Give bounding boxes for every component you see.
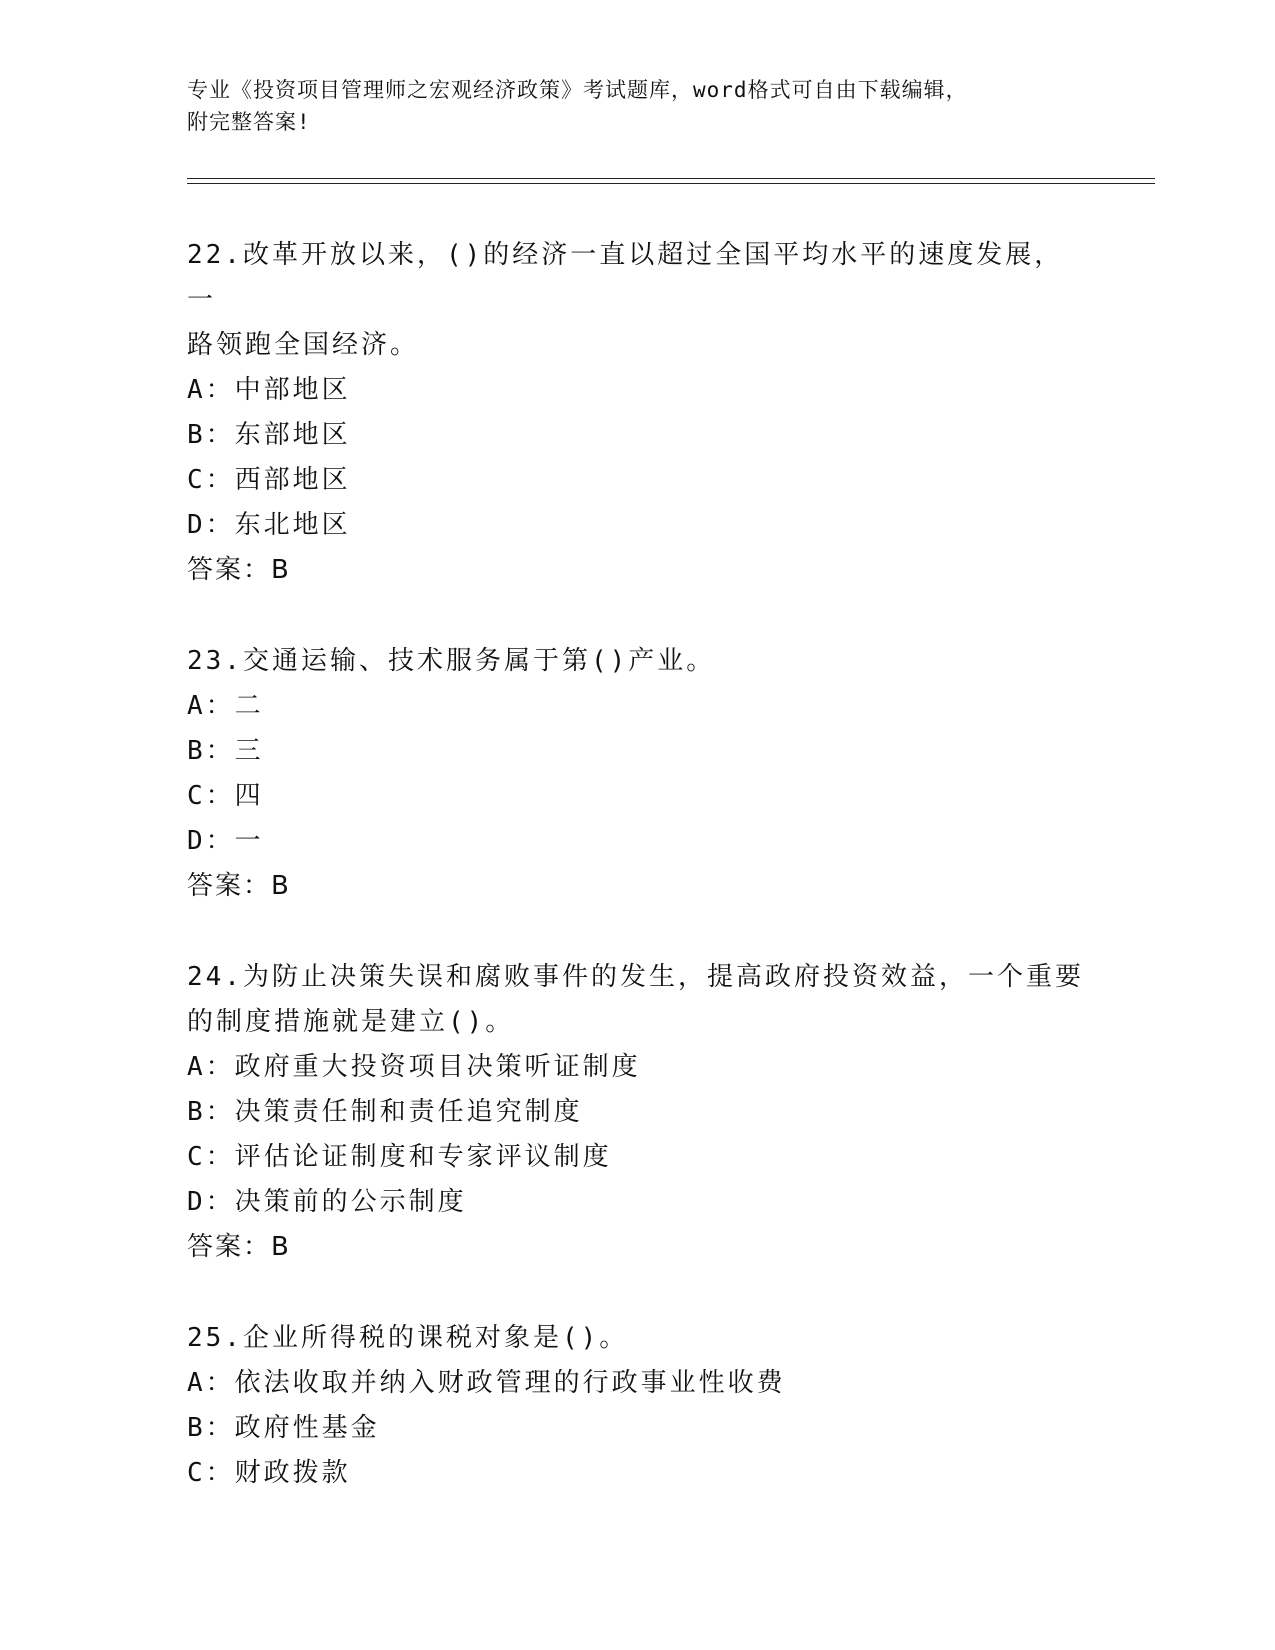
question-24 — [187, 955, 1087, 1270]
option-b: B：东部地区 — [187, 420, 351, 450]
question-stem — [187, 233, 1087, 368]
answer: 答案：B — [187, 555, 291, 585]
stem-line: 22.改革开放以来，()的经济一直以超过全国平均水平的速度发展，一 — [187, 240, 1064, 315]
header-line-1: 专业《投资项目管理师之宏观经济政策》考试题库，word格式可自由下载编辑， — [187, 78, 968, 102]
header-divider-bottom — [187, 183, 1155, 184]
question-stem — [187, 955, 1087, 1045]
question-25 — [187, 1316, 1087, 1496]
option-c: C：四 — [187, 781, 264, 811]
question-23 — [187, 639, 1087, 909]
option-c: C：西部地区 — [187, 465, 351, 495]
answer: 答案：B — [187, 1232, 291, 1262]
option-a: A：二 — [187, 691, 264, 721]
option-a: A：中部地区 — [187, 375, 351, 405]
document-header — [187, 74, 1067, 138]
option-c: C：评估论证制度和专家评议制度 — [187, 1142, 612, 1172]
header-line-2: 附完整答案! — [187, 110, 311, 134]
option-b: B：政府性基金 — [187, 1413, 380, 1443]
stem-line: 的制度措施就是建立()。 — [187, 1007, 515, 1037]
answer: 答案：B — [187, 871, 291, 901]
stem-line: 24.为防止决策失误和腐败事件的发生，提高政府投资效益，一个重要 — [187, 962, 1084, 992]
stem-line: 路领跑全国经济。 — [187, 330, 420, 360]
question-list — [187, 233, 1087, 1542]
option-c: C：财政拨款 — [187, 1458, 351, 1488]
question-22 — [187, 233, 1087, 593]
header-divider-top — [187, 178, 1155, 179]
question-stem: 23.交通运输、技术服务属于第()产业。 — [187, 646, 716, 676]
option-d: D：决策前的公示制度 — [187, 1187, 467, 1217]
option-d: D：东北地区 — [187, 510, 351, 540]
option-b: B：三 — [187, 736, 264, 766]
question-stem: 25.企业所得税的课税对象是()。 — [187, 1323, 629, 1353]
option-a: A：依法收取并纳入财政管理的行政事业性收费 — [187, 1368, 786, 1398]
option-a: A：政府重大投资项目决策听证制度 — [187, 1052, 641, 1082]
option-b: B：决策责任制和责任追究制度 — [187, 1097, 583, 1127]
option-d: D：一 — [187, 826, 264, 856]
